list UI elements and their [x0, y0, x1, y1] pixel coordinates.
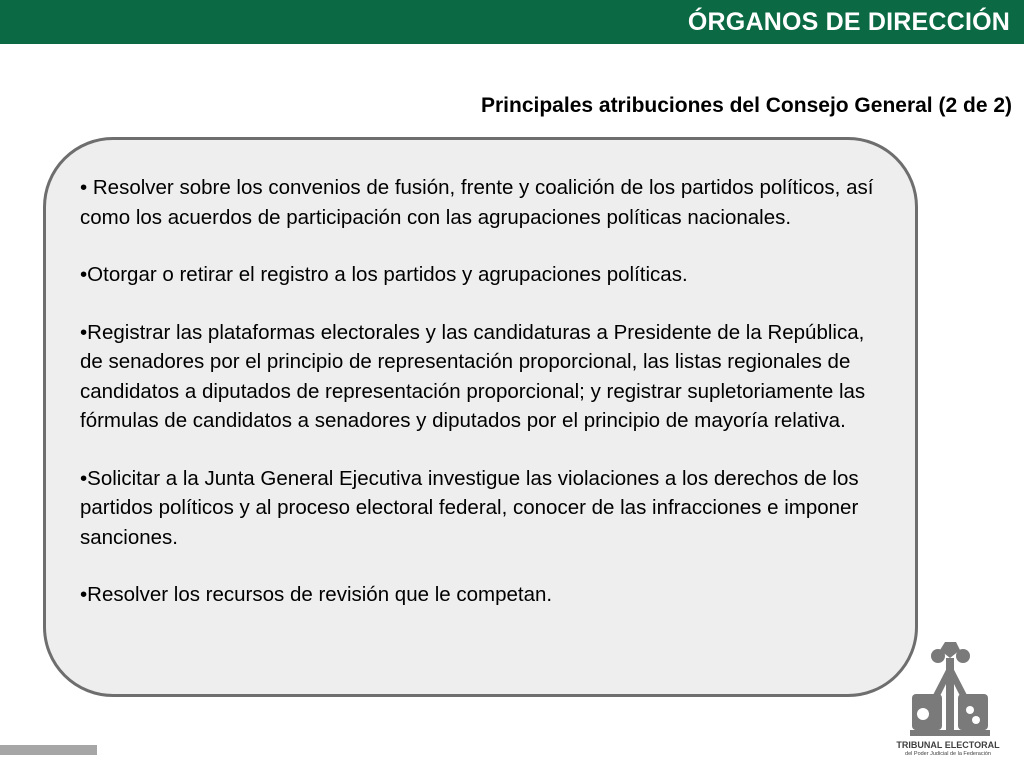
bullet-item: •Resolver los recursos de revisión que le competan. — [80, 583, 553, 606]
logo-subtitle: del Poder Judicial de la Federación — [905, 751, 991, 757]
logo-name: TRIBUNAL ELECTORAL — [896, 740, 1000, 750]
bullet-item: •Otorgar o retirar el registro a los partidos y agrupaciones políticas. — [80, 263, 688, 286]
bullet-item: •Solicitar a la Junta General Ejecutiva investigue las violaciones a los derechos de los partidos políticos y al proceso electoral federal, conocer de las infracciones e imponer sanciones. — [80, 466, 859, 549]
bullet-list — [80, 173, 880, 638]
slide-title: Principales atribuciones del Consejo General (2 de 2) — [481, 94, 1012, 117]
footer-rule — [0, 745, 97, 755]
bullet-item: • Resolver sobre los convenios de fusión, frente y coalición de los partidos políticos, así como los acuerdos de participación con las agrupaciones políticas nacionales. — [80, 176, 874, 229]
bullet-item: •Registrar las plataformas electorales y las candidaturas a Presidente de la República, de senadores por el principio de representación proporcional, las listas regionales de candidatos a diputados de representación proporcional; y registrar supletoriamente las fórmulas de candidatos a senadores y diputados por el principio de mayoría relativa. — [80, 320, 866, 432]
section-title: ÓRGANOS DE DIRECCIÓN — [687, 8, 1010, 36]
